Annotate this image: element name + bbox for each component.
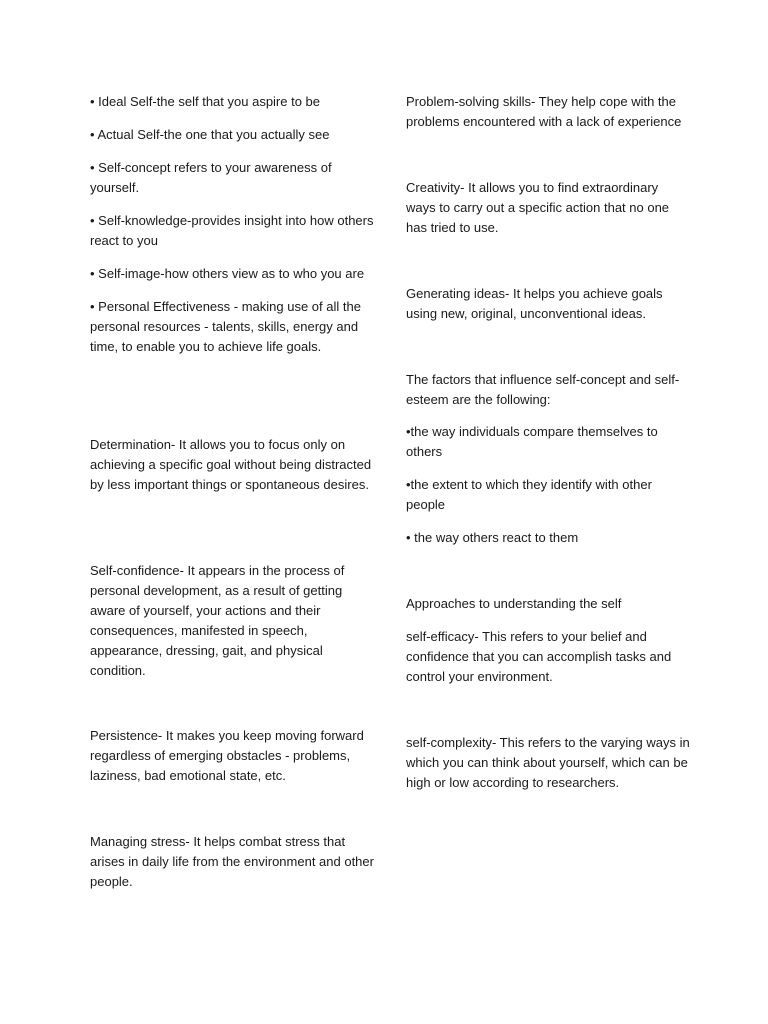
factor-compare-bullet: •the way individuals compare themselves to others — [406, 424, 658, 459]
factors-heading: The factors that influence self-concept and self-esteem are the following: — [406, 372, 680, 407]
ideal-self-bullet: • Ideal Self-the self that you aspire to be — [90, 94, 321, 109]
persistence-paragraph: Persistence- It makes you keep moving forward regardless of emerging obstacles - problems, laziness, bad emotional state, etc. — [90, 728, 364, 783]
self-knowledge-bullet: • Self-knowledge-provides insight into how others react to you — [90, 213, 374, 248]
self-confidence-paragraph: Self-confidence- It appears in the process of personal development, as a result of getting aware of yourself, your actions and their consequences, manifested in speech, appearance, dressing, gait, and physical condition. — [90, 563, 345, 678]
factor-react-bullet: • the way others react to them — [406, 530, 579, 545]
self-concept-bullet: • Self-concept refers to your awareness of yourself. — [90, 160, 332, 195]
determination-paragraph: Determination- It allows you to focus only on achieving a specific goal without being distracted by less important things or spontaneous desires. — [90, 437, 372, 492]
factor-identify-bullet: •the extent to which they identify with other people — [406, 477, 652, 512]
actual-self-bullet: • Actual Self-the one that you actually see — [90, 127, 330, 142]
generating-ideas-paragraph: Generating ideas- It helps you achieve goals using new, original, unconventional ideas. — [406, 286, 663, 321]
approaches-heading: Approaches to understanding the self — [406, 596, 622, 611]
problem-solving-paragraph: Problem-solving skills- They help cope with the problems encountered with a lack of experience — [406, 94, 682, 129]
creativity-paragraph: Creativity- It allows you to find extraordinary ways to carry out a specific action that no one has tried to use. — [406, 180, 670, 235]
self-complexity-paragraph: self-complexity- This refers to the varying ways in which you can think about yourself, which can be high or low according to researchers. — [406, 735, 690, 790]
personal-effectiveness-bullet: • Personal Effectiveness - making use of all the personal resources - talents, skills, energy and time, to enable you to achieve life goals. — [90, 299, 361, 354]
self-image-bullet: • Self-image-how others view as to who you are — [90, 266, 365, 281]
managing-stress-paragraph: Managing stress- It helps combat stress that arises in daily life from the environment and other people. — [90, 834, 374, 889]
self-efficacy-paragraph: self-efficacy- This refers to your belief and confidence that you can accomplish tasks and control your environment. — [406, 629, 672, 684]
